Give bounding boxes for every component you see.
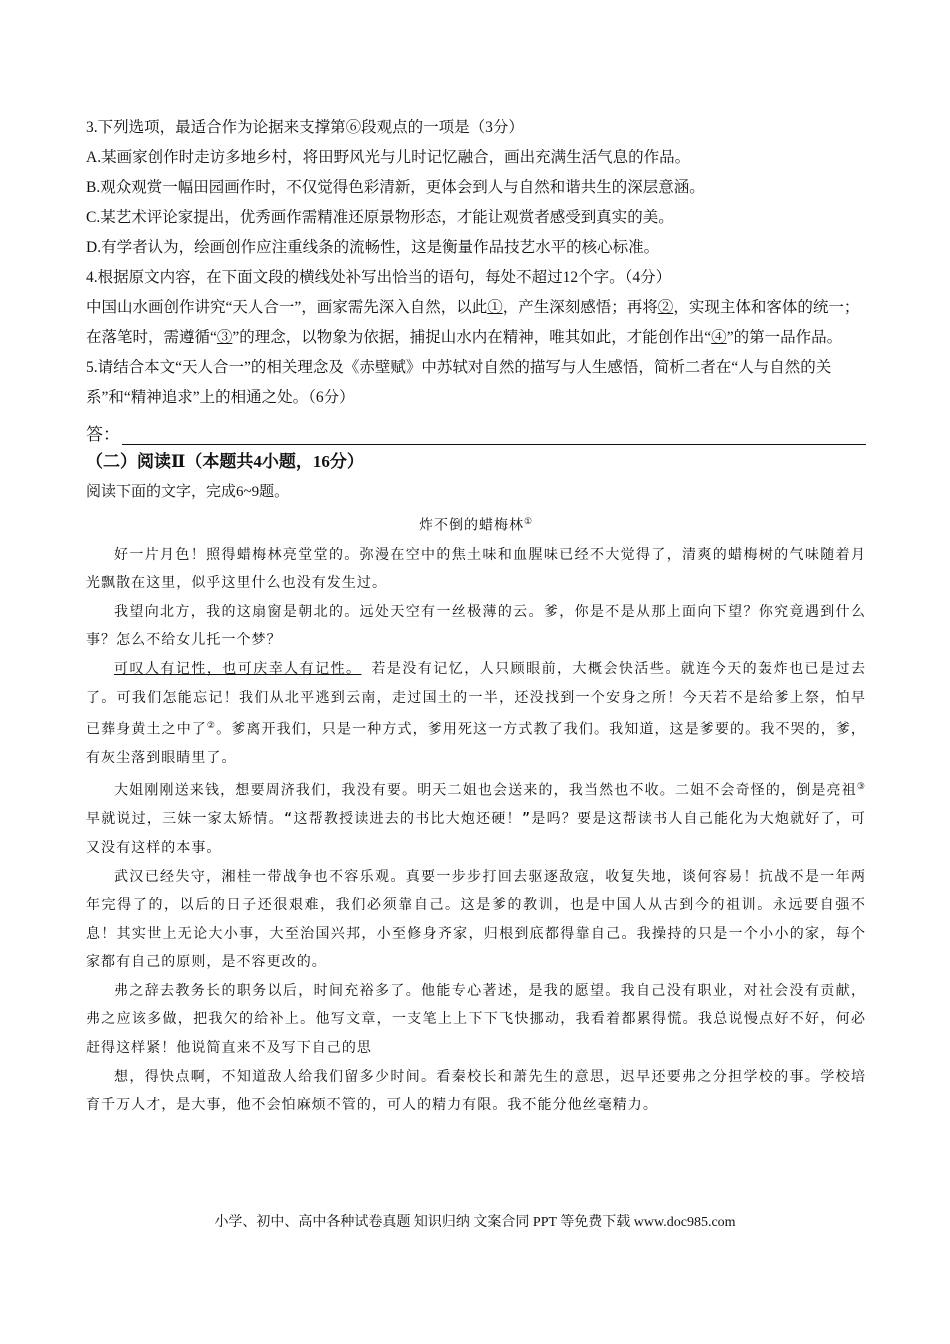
q4-text-3: ，实现主体和客体的统一；在落笔时，需遵循“ [86, 299, 860, 346]
q3-option-c: C.某艺术评论家提出，优秀画作需精准还原景物形态，才能让观赏者感受到真实的美。 [86, 209, 674, 226]
section-instruction: 阅读下面的文字，完成6~9题。 [86, 484, 290, 500]
exam-page [86, 113, 866, 1120]
q4-text-2: ，产生深刻感悟；再将 [502, 299, 658, 316]
underlined-sentence: 可叹人有记性，也可庆幸人有记性。 [114, 661, 362, 678]
footnote-marker-3: ③ [856, 782, 866, 793]
article-paragraph-6: 弗之辞去教务长的职务以后，时间充裕多了。他能专心著述，是我的愿望。我自己没有职业，对社会没有贡献，弗之应该多做，把我欠的给补上。他写文章，一支笔上上下下飞快挪动，我看着都累得慌。我总说慢点好不好，何必赶得这样紧！他说简直来不及写下自己的思 [86, 982, 866, 1057]
article-paragraph-7: 想，得快点啊，不知道敌人给我们留多少时间。看秦校长和萧先生的意思，迟早还要弗之分担学校的事。学校培育千万人才，是大事，他不会怕麻烦不管的，可人的精力有限。我不能分他丝毫精力。 [86, 1068, 866, 1114]
footnote-marker-2: ② [206, 721, 217, 732]
q4-stem: 4.根据原文内容，在下面文段的横线处补写出恰当的语句，每处不超过12个字。（4分） [86, 269, 672, 286]
p4-text-a: 大姐刚刚送来钱，想要周济我们，我没有要。明天二姐也会送来的，我当然也不收。二姐不会奇怪的，倒是亮祖 [114, 782, 857, 799]
q4-text-4: ”的理念，以物象为依据，捕捉山水内在精神，唯其如此，才能创作出“ [232, 329, 712, 346]
article-paragraph-4 [86, 773, 866, 862]
q3-stem: 3.下列选项，最适合作为论据来支撑第⑥段观点的一项是（3分） [86, 119, 524, 136]
answer-rule [122, 424, 866, 445]
q4-text-5: ”的第一品作品。 [726, 329, 843, 346]
q3-option-a: A.某画家创作时走访多地乡村，将田野风光与儿时记忆融合，画出充满生活气息的作品。 [86, 149, 691, 166]
p4-text-b: 早就说过，三妹一家太矫情。“这帮教授读进去的书比大炮还硬！”是吗？要是这帮读书人自己能化为大炮就好了，可又没有这样的本事。 [86, 811, 866, 856]
q4-blank-3: ③ [216, 329, 233, 346]
p3-text-a: 若是没有记忆，人只顾眼前，大概会快活些。就连今天的轰炸也已是过去了。可我们怎能忘记！我们从北平逃到云南，走过国土的一半，还没找到一个安身之所！今天若不是给爹上祭，怕早已葬身黄土之中了 [86, 661, 866, 738]
q5-stem: 5.请结合本文“天人合一”的相关理念及《赤壁赋》中苏轼对自然的描写与人生感悟，简析二者在“人与自然的关系”和“精神追求”上的相通之处。（6分） [86, 359, 832, 406]
q4-blank-1: ① [487, 299, 503, 316]
article-paragraph-5: 武汉已经失守，湘桂一带战争也不容乐观。真要一步步打回去驱逐敌寇，收复失地，谈何容易！抗战不是一年两年完得了的，以后的日子还很艰难，我们必须靠自己。这是爹的教训，也是中国人从古到今的祖训。永远要自强不息！其实世上无论大小事，大至治国兴邦，小至修身齐家，归根到底都得靠自己。我操持的只是一个小小的家，每个家都有自己的原则，是不容更改的。 [86, 868, 866, 971]
section-title: （二）阅读Ⅱ（本题共4小题，16分） [86, 452, 364, 471]
answer-label: 答： [86, 425, 120, 444]
q3-option-d: D.有学者认为，绘画创作应注重线条的流畅性，这是衡量作品技艺水平的核心标准。 [86, 239, 660, 256]
q4-blank-2: ② [657, 299, 674, 316]
article-paragraph-3 [86, 655, 866, 773]
p3-text-b: 。爹离开我们，只是一种方式，爹用死这一方式教了我们。我知道，这是爹要的。我不哭的，爹，有灰尘落到眼睛里了。 [86, 721, 866, 767]
footnote-marker-1: ① [523, 517, 534, 527]
q3-option-b: B.观众观赏一幅田园画作时，不仅觉得色彩清新，更体会到人与自然和谐共生的深层意涵。 [86, 179, 705, 196]
q5-answer-line[interactable] [86, 413, 866, 445]
q4-passage [86, 293, 866, 353]
q4-text-1: 中国山水画创作讲究“天人合一”，画家需先深入自然，以此 [86, 299, 488, 316]
article-title-text: 炸不倒的蜡梅林 [418, 517, 524, 534]
q4-blank-4: ④ [711, 329, 727, 346]
article-paragraph-1: 好一片月色！照得蜡梅林亮堂堂的。弥漫在空中的焦土味和血腥味已经不大觉得了，清爽的蜡梅树的气味随着月光飘散在这里，似乎这里什么也没有发生过。 [86, 546, 866, 592]
page-footer: 小学、初中、高中各种试卷真题 知识归纳 文案合同 PPT 等免费下载 www.doc985.com [214, 1215, 736, 1230]
article-paragraph-2: 我望向北方，我的这扇窗是朝北的。远处天空有一丝极薄的云。爹，你是不是从那上面向下望？你究竟遇到什么事？怎么不给女儿托一个梦？ [86, 603, 866, 649]
article-title [86, 507, 866, 541]
